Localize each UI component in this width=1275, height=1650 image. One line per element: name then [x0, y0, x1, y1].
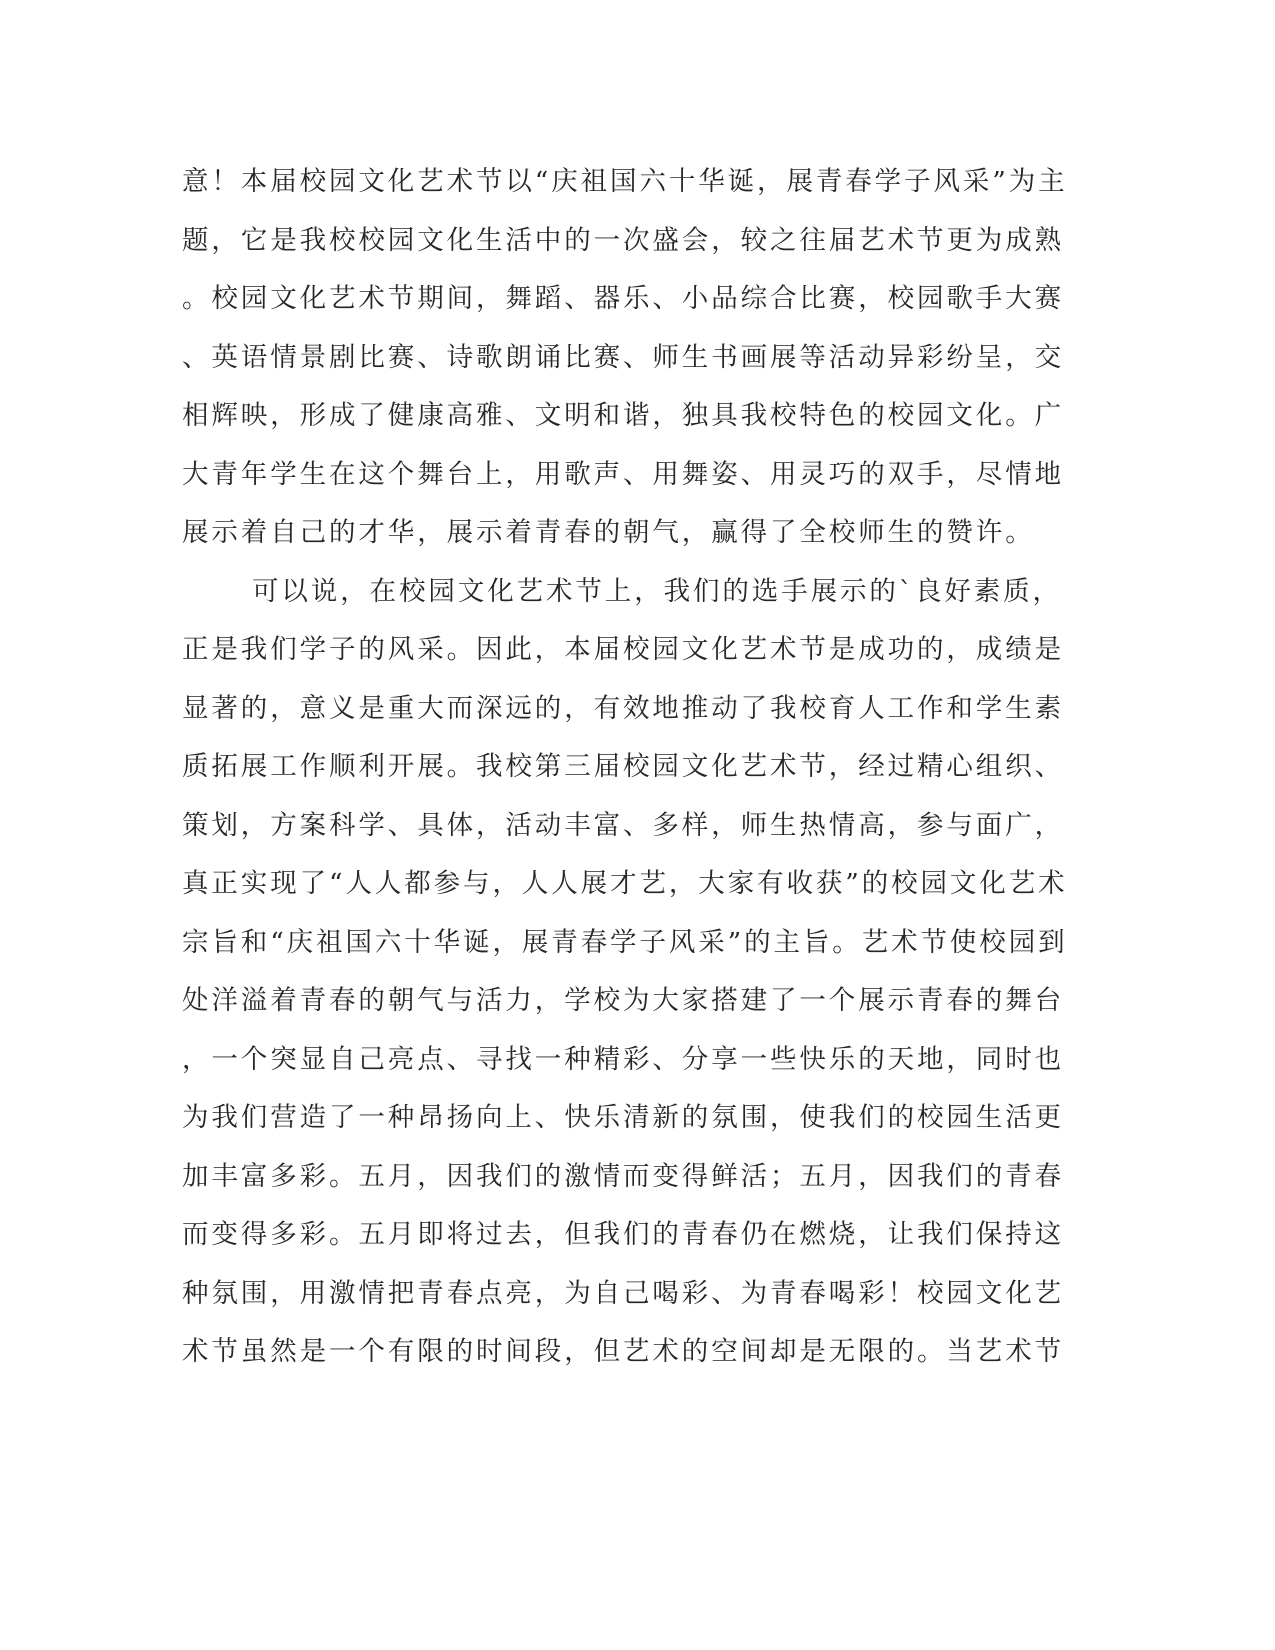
text-line: 真正实现了“人人都参与，人人展才艺，大家有收获”的校园文化艺术	[182, 868, 1068, 899]
text-line: 而变得多彩。五月即将过去，但我们的青春仍在燃烧，让我们保持这	[182, 1219, 1064, 1250]
text-line: ，一个突显自己亮点、寻找一种精彩、分享一些快乐的天地，同时也	[182, 1043, 1064, 1075]
text-line: 展示着自己的才华，展示着青春的朝气，赢得了全校师生的赞许。	[182, 517, 1035, 548]
text-line: 种氛围，用激情把青春点亮，为自己喝彩、为青春喝彩！校园文化艺	[182, 1277, 1064, 1309]
text-line: 显著的，意义是重大而深远的，有效地推动了我校育人工作和学生素	[182, 692, 1064, 724]
text-line: 为我们营造了一种昂扬向上、快乐清新的氛围，使我们的校园生活更	[182, 1102, 1064, 1133]
text-line: 加丰富多彩。五月，因我们的激情而变得鲜活；五月，因我们的青春	[182, 1160, 1064, 1192]
paragraph-start-line: 可以说，在校园文化艺术节上，我们的选手展示的`良好素质，	[252, 575, 1062, 607]
text-line: 、英语情景剧比赛、诗歌朗诵比赛、师生书画展等活动异彩纷呈，交	[182, 341, 1064, 373]
text-line: 大青年学生在这个舞台上，用歌声、用舞姿、用灵巧的双手，尽情地	[182, 458, 1064, 490]
text-line: 意！本届校园文化艺术节以“庆祖国六十华诞，展青春学子风采”为主	[182, 166, 1068, 197]
text-line: 策划，方案科学、具体，活动丰富、多样，师生热情高，参与面广，	[182, 809, 1064, 841]
body-text	[182, 160, 1068, 1389]
text-line: 题，它是我校校园文化生活中的一次盛会，较之往届艺术节更为成熟	[182, 224, 1064, 256]
text-line: 宗旨和“庆祖国六十华诞，展青春学子风采”的主旨。艺术节使校园到	[182, 926, 1068, 958]
text-line: 术节虽然是一个有限的时间段，但艺术的空间却是无限的。当艺术节	[182, 1336, 1064, 1367]
text-line: 处洋溢着青春的朝气与活力，学校为大家搭建了一个展示青春的舞台	[182, 985, 1064, 1016]
text-line: 正是我们学子的风采。因此，本届校园文化艺术节是成功的，成绩是	[182, 634, 1064, 665]
text-line: 相辉映，形成了健康高雅、文明和谐，独具我校特色的校园文化。广	[182, 400, 1064, 431]
text-line: 。校园文化艺术节期间，舞蹈、器乐、小品综合比赛，校园歌手大赛	[182, 283, 1064, 314]
text-line: 质拓展工作顺利开展。我校第三届校园文化艺术节，经过精心组织、	[182, 751, 1064, 782]
